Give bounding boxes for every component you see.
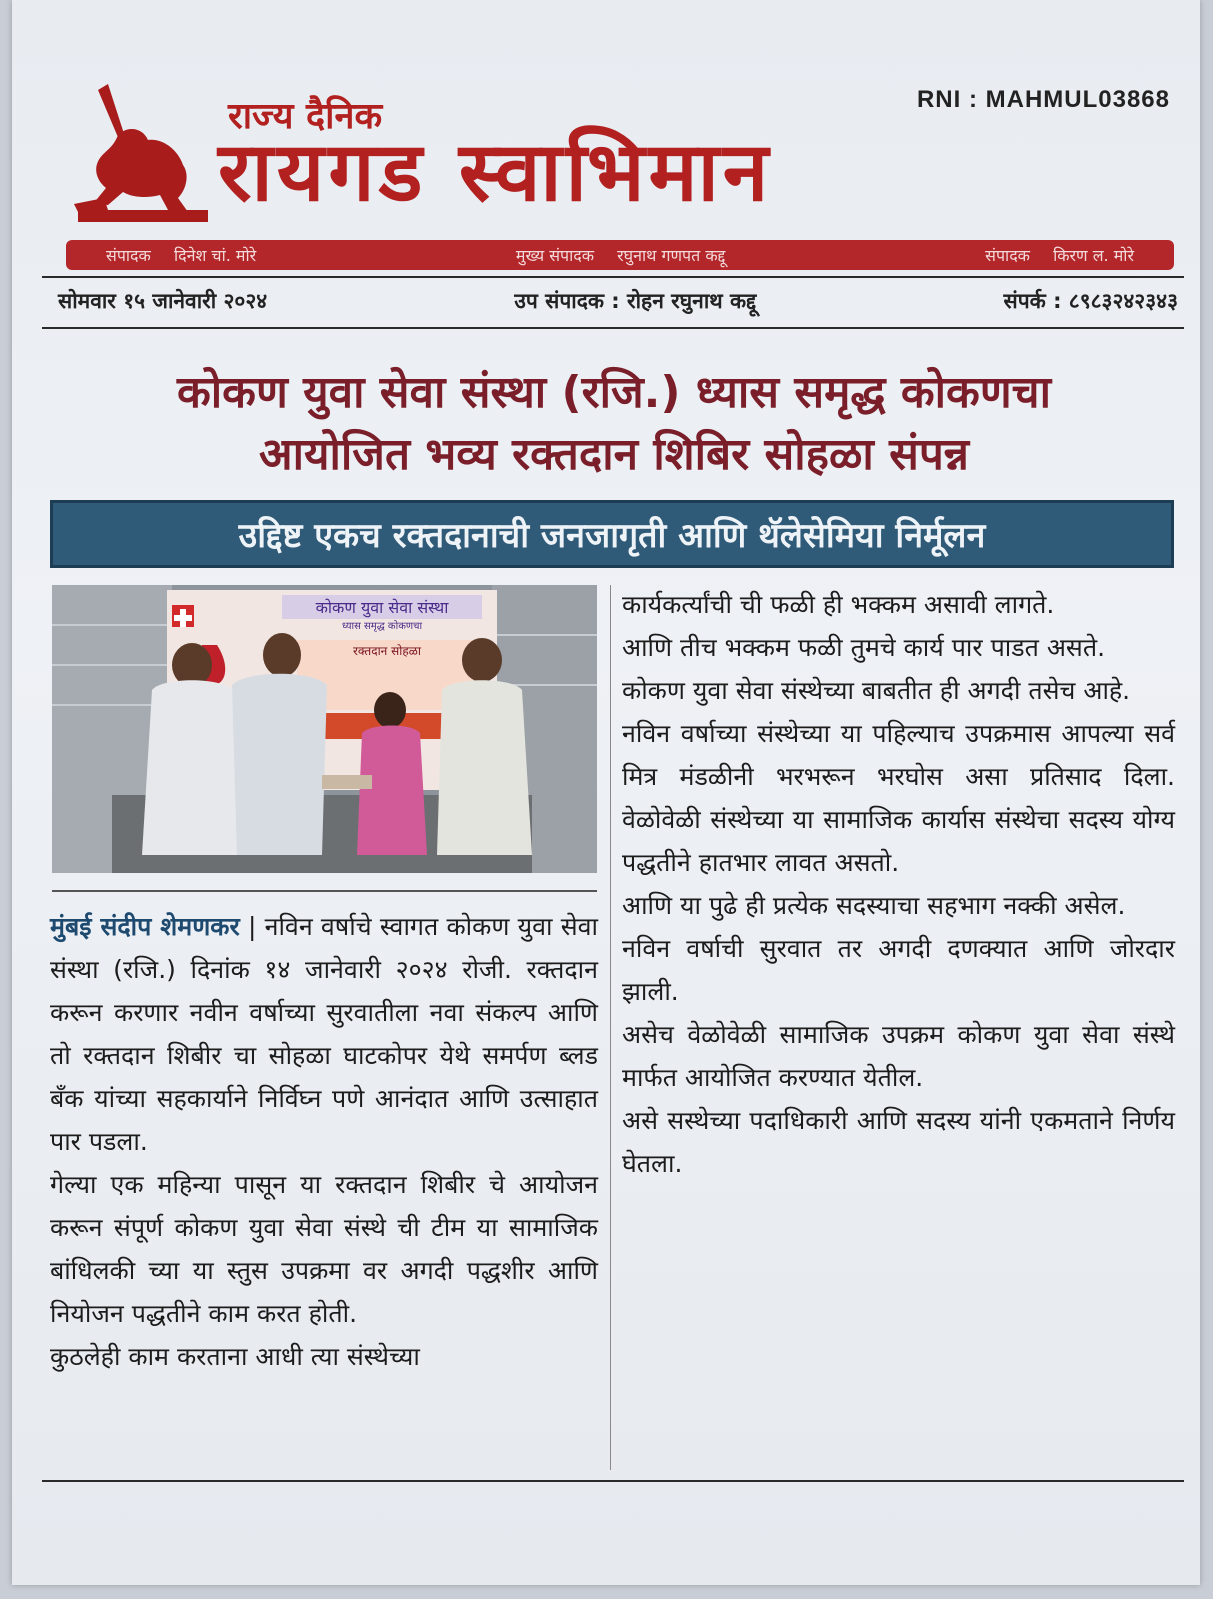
- right-paragraph-1: कार्यकर्त्यांची ची फळी ही भक्कम असावी लागते.: [622, 590, 1055, 619]
- photo-banner-event: रक्तदान सोहळा: [353, 644, 421, 658]
- chief-editor: [516, 244, 725, 266]
- photo-banner-sub: ध्यास समृद्ध कोकणचा: [341, 621, 423, 632]
- left-paragraph-2: गेल्या एक महिन्या पासून या रक्तदान शिबीर चे आयोजन करून संपूर्ण कोकण युवा सेवा संस्थे ची टीम या सामाजिक बांधिलकी च्या या स्तुस उपक्रमा वर अगदी पद्धशीर आणि नियोजन पद्धतीने काम करत होती.: [50, 1170, 598, 1328]
- article-banner: उद्दिष्ट एकच रक्तदानाची जनजागृती आणि थॅलेसेमिया निर्मूलन: [50, 500, 1174, 568]
- event-photo: [52, 585, 597, 873]
- right-paragraph-2: आणि तीच भक्कम फळी तुमचे कार्य पार पाडत असते.: [622, 633, 1106, 662]
- rni-number: RNI : MAHMUL03868: [916, 86, 1170, 113]
- column-rule: [52, 890, 597, 892]
- right-paragraph-8: असे सस्थेच्या पदाधिकारी आणि सदस्य यांनी एकमताने निर्णय घेतला.: [622, 1106, 1175, 1178]
- byline: मुंबई संदीप शेमणकर: [50, 912, 240, 941]
- editor-2: [985, 244, 1134, 266]
- photo-banner-text: कोकण युवा सेवा संस्था: [315, 598, 449, 617]
- left-paragraph-3: कुठलेही काम करताना आधी त्या संस्थेच्या: [50, 1342, 420, 1371]
- editor-1-label: संपादक: [106, 246, 151, 265]
- article-headline: [40, 362, 1188, 486]
- column-divider: [610, 585, 611, 1470]
- chief-editor-name: रघुनाथ गणपत कद्दू: [617, 246, 726, 265]
- right-column: [622, 583, 1175, 1185]
- editor-strip: [66, 240, 1174, 270]
- left-paragraph-1-text: नविन वर्षाचे स्वागत कोकण युवा सेवा संस्था (रजि.) दिनांक १४ जानेवारी २०२४ रोजी. रक्तदान करून करणार नवीन वर्षाच्या सुरवातीला नवा संकल्प आणि तो रक्तदान शिबीर चा सोहळा घाटकोपर येथे समर्पण ब्लड बँक यांच्या सहकार्याने निर्विघ्न पणे आनंदात आणि उत्साहात पार पडला.: [50, 912, 598, 1156]
- masthead-subtitle: राज्य दैनिक: [228, 96, 383, 137]
- event-photo-illustration: [52, 585, 597, 873]
- editor-1: [106, 244, 256, 266]
- headline-line-2: आयोजित भव्य रक्तदान शिबिर सोहळा संपन्न: [259, 429, 969, 480]
- left-paragraph-1: मुंबई संदीप शेमणकर | नविन वर्षाचे स्वागत कोकण युवा सेवा संस्था (रजि.) दिनांक १४ जानेवारी २०२४ रोजी. रक्तदान करून करणार नवीन वर्षाच्या सुरवातीला नवा संकल्प आणि तो रक्तदान शिबीर चा सोहळा घाटकोपर येथे समर्पण ब्लड बँक यांच्या सहकार्याने निर्विघ्न पणे आनंदात आणि उत्साहात पार पडला.: [50, 912, 598, 1156]
- sub-editor: उप संपादक : रोहन रघुनाथ कद्दू: [514, 289, 757, 313]
- warrior-horse-logo-icon: [68, 80, 218, 225]
- masthead-title: रायगड स्वाभिमान: [218, 125, 773, 220]
- right-paragraph-6: नविन वर्षाची सुरवात तर अगदी दणक्यात आणि जोरदार झाली.: [622, 934, 1175, 1006]
- right-paragraph-3: कोकण युवा सेवा संस्थेच्या बाबतीत ही अगदी तसेच आहे.: [622, 676, 1131, 705]
- editor-2-name: किरण ल. मोरे: [1053, 246, 1134, 265]
- issue-date: सोमवार १५ जानेवारी २०२४: [58, 289, 268, 313]
- right-paragraph-4: नविन वर्षाच्या संस्थेच्या या पहिल्याच उपक्रमास आपल्या सर्व मित्र मंडळीनी भरभरून भरघोस असा प्रतिसाद दिला. वेळोवेळी संस्थेच्या या सामाजिक कार्यास संस्थेचा सदस्य योग्य पद्धतीने हातभार लावत असतो.: [622, 719, 1175, 877]
- masthead: [68, 80, 1178, 220]
- dateline: [58, 287, 1178, 315]
- right-paragraph-7: असेच वेळोवेळी सामाजिक उपक्रम कोकण युवा सेवा संस्थे मार्फत आयोजित करण्यात येतील.: [622, 1020, 1175, 1092]
- editor-2-label: संपादक: [985, 246, 1030, 265]
- headline-line-1: कोकण युवा सेवा संस्था (रजि.) ध्यास समृद्ध कोकणचा: [176, 367, 1051, 418]
- divider-rule: [42, 276, 1184, 278]
- right-paragraph-5: आणि या पुढे ही प्रत्येक सदस्याचा सहभाग नक्की असेल.: [622, 891, 1126, 920]
- left-column: [50, 905, 598, 1378]
- chief-editor-label: मुख्य संपादक: [515, 246, 595, 265]
- editor-1-name: दिनेश चां. मोरे: [173, 246, 257, 265]
- divider-rule: [42, 327, 1184, 329]
- contact-number: संपर्क : ८९८३२४२३४३: [1003, 289, 1178, 313]
- footer-rule: [42, 1480, 1184, 1482]
